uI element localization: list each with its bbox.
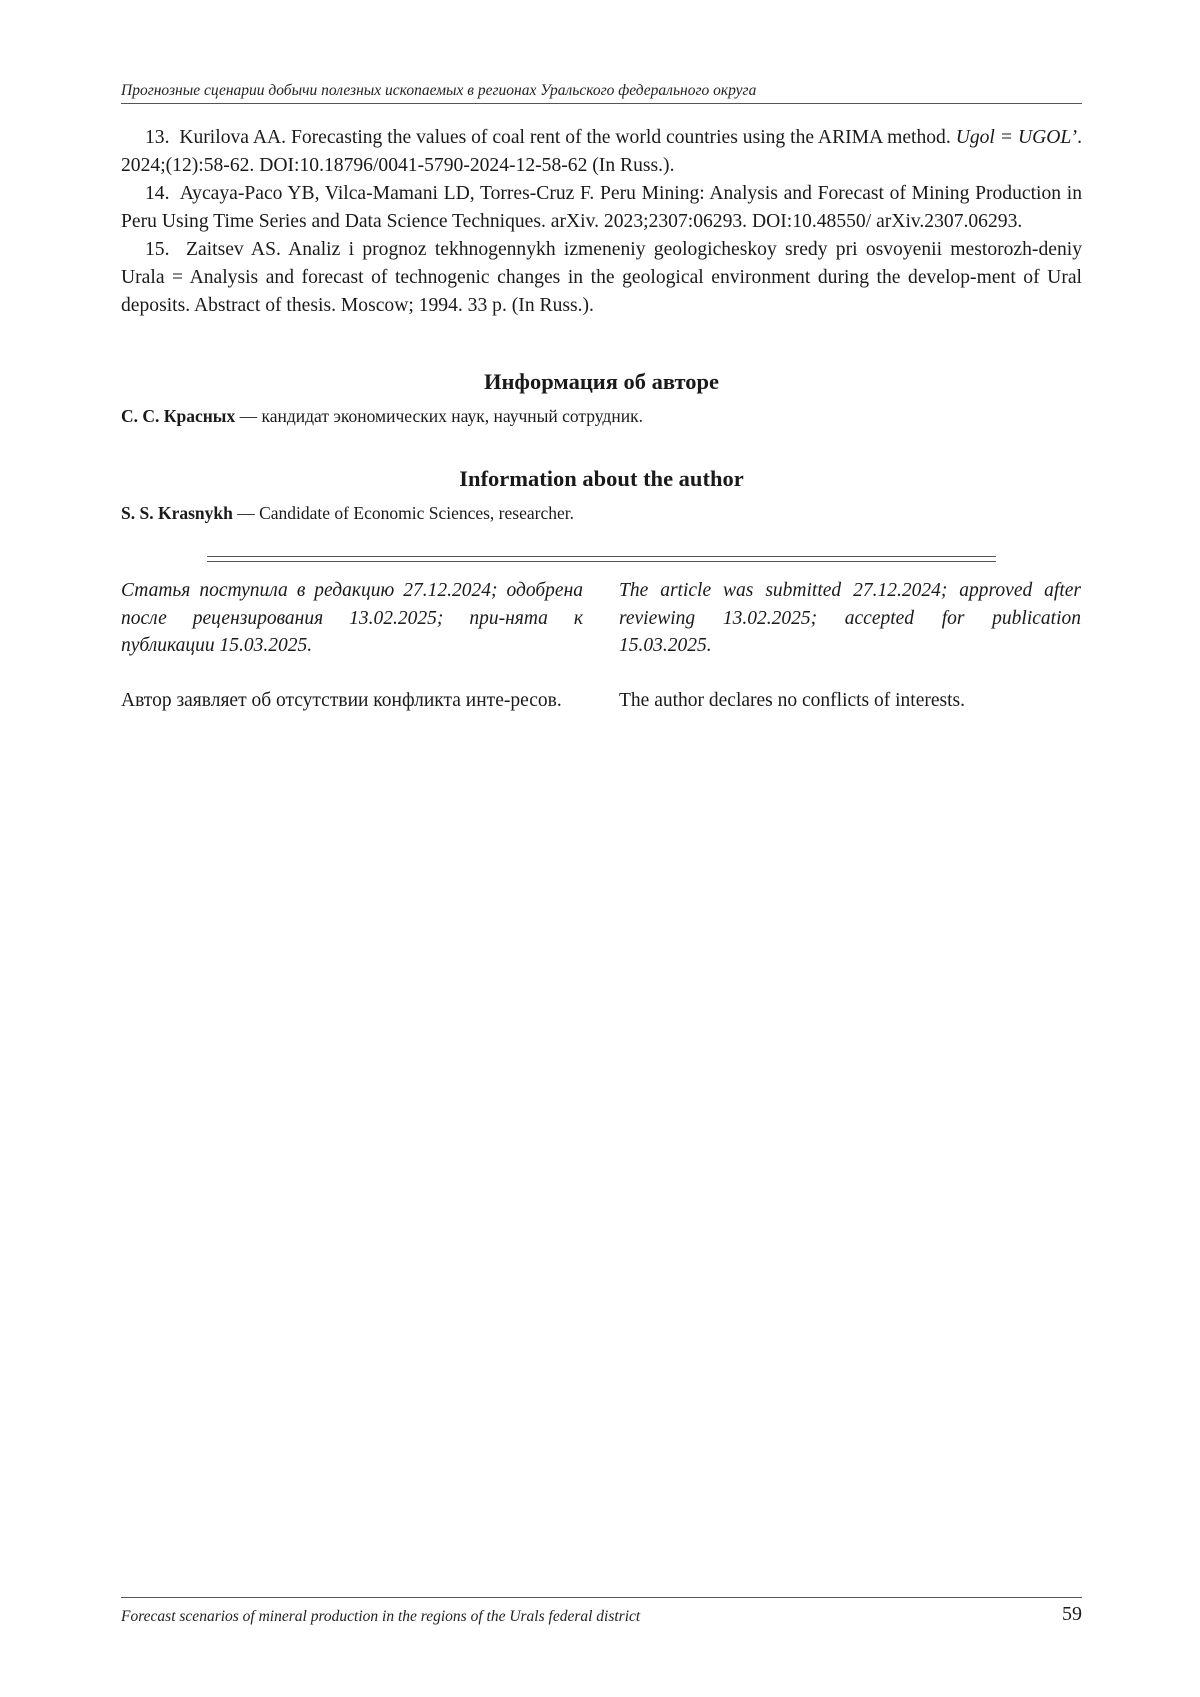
footer-rule <box>121 1597 1082 1598</box>
conflict-statement-ru: Автор заявляет об отсутствии конфликта инте-ресов. <box>121 690 562 711</box>
reference-13: 13. Kurilova AA. Forecasting the values of coal rent of the world countries using the ARIMA method. Ugol = UGOL’. 2024;(12):58-62. DOI:10.18796/0041-5790-2024-12-58-62 (In Russ.). <box>121 127 1082 176</box>
double-divider <box>207 556 996 562</box>
author-info-ru: С. С. Красных — кандидат экономических наук, научный сотрудник. <box>121 406 643 426</box>
author-info-heading-ru: Информация об авторе <box>483 369 720 394</box>
header-rule <box>121 103 1082 104</box>
conflict-statement-en: The author declares no conflicts of interests. <box>619 690 966 711</box>
reference-list <box>121 124 1082 320</box>
author-info-en: S. S. Krasnykh — Candidate of Economic Sciences, researcher. <box>121 503 574 523</box>
running-foot: Forecast scenarios of mineral production in the regions of the Urals federal district <box>121 1608 641 1625</box>
reference-15: 15. Zaitsev AS. Analiz i prognoz tekhnogennykh izmeneniy geologicheskoy sredy pri osvoyenii mestorozh-deniy Urala = Analysis and forecast of technogenic changes in the geological environment during the develop-ment of Ural deposits. Abstract of thesis. Moscow; 1994. 33 p. (In Russ.). <box>121 239 1082 316</box>
reference-14: 14. Aycaya-Paco YB, Vilca-Mamani LD, Torres-Cruz F. Peru Mining: Analysis and Forecast of Mining Production in Peru Using Time Series and Data Science Techniques. arXiv. 2023;2307:06293. DOI:10.48550/ arXiv.2307.06293. <box>121 183 1082 232</box>
author-name-en: S. S. Krasnykh <box>121 503 233 523</box>
running-head: Прогнозные сценарии добычи полезных ископаемых в регионах Уральского федерального округа <box>121 82 757 99</box>
author-info-heading-en: Information about the author <box>459 466 744 491</box>
submission-dates-en: The article was submitted 27.12.2024; approved after reviewing 13.02.2025; accepted for publication 15.03.2025. <box>619 580 1081 656</box>
submission-dates-ru: Статья поступила в редакцию 27.12.2024; одобрена после рецензирования 13.02.2025; при-нята к публикации 15.03.2025. <box>121 580 583 656</box>
journal-title: Ugol = UGOL’ <box>955 127 1078 148</box>
page-number: 59 <box>1062 1603 1082 1625</box>
author-name-ru: С. С. Красных <box>121 406 236 426</box>
